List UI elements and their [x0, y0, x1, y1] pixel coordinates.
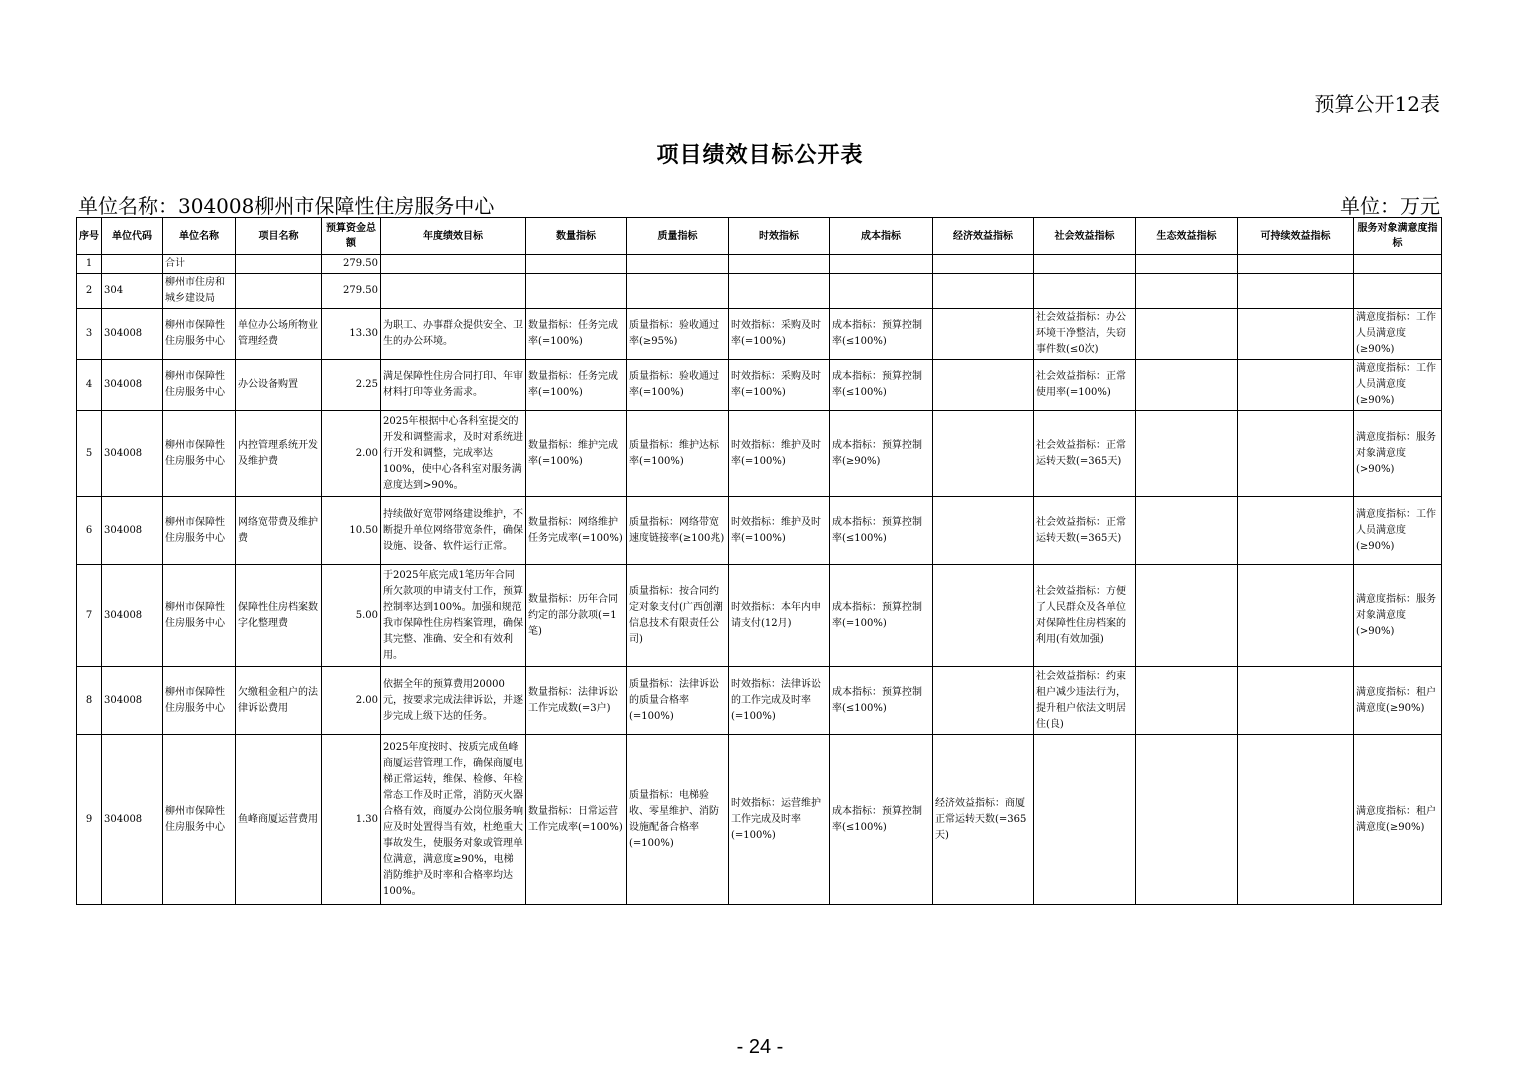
table-cell: 网络宽带费及维护费 [236, 497, 322, 565]
table-cell: 持续做好宽带网络建设维护，不断提升单位网络带宽条件，确保设施、设备、软件运行正常。 [381, 497, 526, 565]
table-cell: 2025年根据中心各科室提交的开发和调整需求，及时对系统进行开发和调整，完成率达100%，使中心各科室对服务满意度达到>90%。 [381, 411, 526, 497]
currency-unit: 单位：万元 [1340, 194, 1440, 218]
table-cell: 社会效益指标：正常使用率(=100%) [1034, 360, 1136, 411]
column-header: 数量指标 [526, 218, 627, 255]
table-cell [1238, 411, 1354, 497]
table-cell: 满意度指标：服务对象满意度(>90%) [1354, 565, 1442, 667]
table-cell [830, 274, 933, 309]
table-cell [933, 274, 1034, 309]
table-cell: 成本指标：预算控制率(≤100%) [830, 497, 933, 565]
table-cell [381, 255, 526, 274]
table-cell: 经济效益指标：商厦正常运转天数(=365天) [933, 735, 1034, 905]
table-cell: 成本指标：预算控制率(≤100%) [830, 667, 933, 735]
unit-name: 单位名称：304008柳州市保障性住房服务中心 [78, 194, 495, 218]
column-header: 质量指标 [627, 218, 729, 255]
table-cell: 数量指标：维护完成率(=100%) [526, 411, 627, 497]
table-cell: 数量指标：网络维护任务完成率(=100%) [526, 497, 627, 565]
table-cell: 满意度指标：服务对象满意度(>90%) [1354, 411, 1442, 497]
table-cell [1136, 274, 1238, 309]
table-cell: 柳州市住房和城乡建设局 [163, 274, 236, 309]
table-cell: 4 [77, 360, 102, 411]
table-cell: 柳州市保障性住房服务中心 [163, 360, 236, 411]
table-cell [933, 667, 1034, 735]
column-header: 服务对象满意度指标 [1354, 218, 1442, 255]
table-cell: 304008 [102, 497, 163, 565]
table-cell [1238, 735, 1354, 905]
table-cell: 5.00 [322, 565, 381, 667]
page-title: 项目绩效目标公开表 [656, 142, 864, 168]
table-cell: 成本指标：预算控制率(≤100%) [830, 309, 933, 360]
table-cell: 数量指标：日常运营工作完成率(=100%) [526, 735, 627, 905]
column-header: 项目名称 [236, 218, 322, 255]
table-cell: 合计 [163, 255, 236, 274]
table-cell [1136, 735, 1238, 905]
table-cell: 柳州市保障性住房服务中心 [163, 411, 236, 497]
table-row [77, 255, 1442, 274]
table-cell: 柳州市保障性住房服务中心 [163, 667, 236, 735]
table-cell: 质量指标：网络带宽速度链接率(≥100兆) [627, 497, 729, 565]
table-cell: 柳州市保障性住房服务中心 [163, 497, 236, 565]
table-cell: 质量指标：电梯验收、零星维护、消防设施配备合格率(=100%) [627, 735, 729, 905]
table-cell [1136, 497, 1238, 565]
table-row [77, 309, 1442, 360]
table-cell: 304008 [102, 360, 163, 411]
table-cell: 304008 [102, 565, 163, 667]
table-cell: 质量指标：按合同约定对象支付(广西创潮信息技术有限责任公司) [627, 565, 729, 667]
table-cell: 2025年度按时、按质完成鱼峰商厦运营管理工作，确保商厦电梯正常运转，维保、检修、年检常态工作及时正常，消防灭火器合格有效，商厦办公岗位服务响应及时处置得当有效，杜绝重大事故发生，使服务对象或管理单位满意，满意度≥90%，电梯消防维护及时率和合格率均达100%。 [381, 735, 526, 905]
table-cell: 单位办公场所物业管理经费 [236, 309, 322, 360]
table-cell [1238, 497, 1354, 565]
table-cell: 时效指标：法律诉讼的工作完成及时率(=100%) [729, 667, 830, 735]
table-row [77, 360, 1442, 411]
table-cell [1354, 255, 1442, 274]
table-row [77, 667, 1442, 735]
column-header: 成本指标 [830, 218, 933, 255]
table-cell: 数量指标：任务完成率(=100%) [526, 360, 627, 411]
table-cell: 柳州市保障性住房服务中心 [163, 309, 236, 360]
table-cell: 6 [77, 497, 102, 565]
table-cell [1136, 309, 1238, 360]
column-header: 年度绩效目标 [381, 218, 526, 255]
table-cell: 279.50 [322, 274, 381, 309]
table-cell: 满意度指标：租户满意度(≥90%) [1354, 735, 1442, 905]
column-header: 可持续效益指标 [1238, 218, 1354, 255]
table-cell [933, 255, 1034, 274]
table-cell: 304008 [102, 735, 163, 905]
table-cell [627, 255, 729, 274]
table-cell [1136, 360, 1238, 411]
table-cell: 304 [102, 274, 163, 309]
table-cell: 时效指标：运营维护工作完成及时率(=100%) [729, 735, 830, 905]
table-cell: 时效指标：维护及时率(=100%) [729, 497, 830, 565]
table-cell [933, 565, 1034, 667]
table-row [77, 735, 1442, 905]
table-cell [1238, 360, 1354, 411]
table-cell [236, 274, 322, 309]
table-cell: 3 [77, 309, 102, 360]
table-cell: 304008 [102, 667, 163, 735]
table-cell: 数量指标：任务完成率(=100%) [526, 309, 627, 360]
table-cell: 保障性住房档案数字化整理费 [236, 565, 322, 667]
table-cell: 1.30 [322, 735, 381, 905]
table-cell [1238, 274, 1354, 309]
table-cell: 社会效益指标：办公环境干净整洁，失窃事件数(≤0次) [1034, 309, 1136, 360]
table-cell: 时效指标：维护及时率(=100%) [729, 411, 830, 497]
column-header: 社会效益指标 [1034, 218, 1136, 255]
table-cell: 满意度指标：租户满意度(≥90%) [1354, 667, 1442, 735]
table-cell: 鱼峰商厦运营费用 [236, 735, 322, 905]
table-cell: 办公设备购置 [236, 360, 322, 411]
table-cell: 成本指标：预算控制率(≥90%) [830, 411, 933, 497]
table-cell: 为职工、办事群众提供安全、卫生的办公环境。 [381, 309, 526, 360]
table-cell: 9 [77, 735, 102, 905]
column-header: 生态效益指标 [1136, 218, 1238, 255]
table-cell [1136, 565, 1238, 667]
table-cell: 2 [77, 274, 102, 309]
table-cell [729, 255, 830, 274]
table-cell: 279.50 [322, 255, 381, 274]
table-cell [526, 255, 627, 274]
table-cell: 质量指标：法律诉讼的质量合格率(=100%) [627, 667, 729, 735]
table-cell [1136, 667, 1238, 735]
page-number: - 24 - [736, 1036, 784, 1058]
table-row [77, 565, 1442, 667]
table-cell [1034, 735, 1136, 905]
table-cell [102, 255, 163, 274]
table-cell [1238, 565, 1354, 667]
table-cell [236, 255, 322, 274]
table-cell: 数量指标：法律诉讼工作完成数(=3户) [526, 667, 627, 735]
table-cell [1136, 255, 1238, 274]
table-cell [729, 274, 830, 309]
table-cell: 内控管理系统开发及维护费 [236, 411, 322, 497]
table-cell [1354, 274, 1442, 309]
table-cell: 1 [77, 255, 102, 274]
table-row [77, 274, 1442, 309]
table-cell [933, 309, 1034, 360]
table-cell: 2.25 [322, 360, 381, 411]
column-header: 序号 [77, 218, 102, 255]
table-cell: 柳州市保障性住房服务中心 [163, 735, 236, 905]
table-cell: 成本指标：预算控制率(=100%) [830, 565, 933, 667]
table-cell: 质量指标：维护达标率(=100%) [627, 411, 729, 497]
table-cell: 满意度指标：工作人员满意度(≥90%) [1354, 309, 1442, 360]
table-cell: 依据全年的预算费用20000元，按要求完成法律诉讼，并逐步完成上级下达的任务。 [381, 667, 526, 735]
table-cell: 满意度指标：工作人员满意度(≥90%) [1354, 497, 1442, 565]
table-cell [933, 497, 1034, 565]
table-cell [1238, 309, 1354, 360]
table-header-row [77, 218, 1442, 255]
table-cell [526, 274, 627, 309]
table-cell [627, 274, 729, 309]
table-cell [933, 411, 1034, 497]
table-cell: 2.00 [322, 411, 381, 497]
table-cell: 成本指标：预算控制率(≤100%) [830, 735, 933, 905]
column-header: 单位名称 [163, 218, 236, 255]
table-cell [1136, 411, 1238, 497]
table-cell [1238, 255, 1354, 274]
table-cell: 质量指标：验收通过率(≥95%) [627, 309, 729, 360]
table-cell: 社会效益指标：正常运转天数(=365天) [1034, 411, 1136, 497]
table-cell: 304008 [102, 309, 163, 360]
table-cell [933, 360, 1034, 411]
table-cell: 2.00 [322, 667, 381, 735]
table-cell [1238, 667, 1354, 735]
table-cell: 时效指标：采购及时率(=100%) [729, 309, 830, 360]
table-cell: 满意度指标：工作人员满意度(≥90%) [1354, 360, 1442, 411]
form-number: 预算公开12表 [1314, 92, 1440, 116]
table-cell: 社会效益指标：正常运转天数(=365天) [1034, 497, 1136, 565]
table-cell: 满足保障性住房合同打印、年审材料打印等业务需求。 [381, 360, 526, 411]
table-body [77, 255, 1442, 905]
table-cell: 社会效益指标：约束租户减少违法行为，提升租户依法文明居住(良) [1034, 667, 1136, 735]
column-header: 预算资金总额 [322, 218, 381, 255]
table-cell: 时效指标：本年内申请支付(12月) [729, 565, 830, 667]
column-header: 经济效益指标 [933, 218, 1034, 255]
table-row [77, 411, 1442, 497]
table-cell: 10.50 [322, 497, 381, 565]
performance-table [76, 217, 1442, 905]
table-cell: 5 [77, 411, 102, 497]
table-cell [381, 274, 526, 309]
table-cell: 社会效益指标：方便了人民群众及各单位对保障性住房档案的利用(有效加强) [1034, 565, 1136, 667]
table-cell: 7 [77, 565, 102, 667]
table-cell: 13.30 [322, 309, 381, 360]
table-row [77, 497, 1442, 565]
table-cell: 8 [77, 667, 102, 735]
table-cell: 成本指标：预算控制率(≤100%) [830, 360, 933, 411]
table-cell: 于2025年底完成1笔历年合同所欠款项的申请支付工作，预算控制率达到100%。加强和规范我市保障性住房档案管理，确保其完整、准确、安全和有效利用。 [381, 565, 526, 667]
table-cell: 304008 [102, 411, 163, 497]
table-cell: 柳州市保障性住房服务中心 [163, 565, 236, 667]
column-header: 单位代码 [102, 218, 163, 255]
table-cell: 时效指标：采购及时率(=100%) [729, 360, 830, 411]
table-cell: 数量指标：历年合同约定的部分款项(=1笔) [526, 565, 627, 667]
column-header: 时效指标 [729, 218, 830, 255]
table-cell [1034, 274, 1136, 309]
table-cell: 质量指标：验收通过率(=100%) [627, 360, 729, 411]
table-cell [830, 255, 933, 274]
table-cell [1034, 255, 1136, 274]
table-cell: 欠缴租金租户的法律诉讼费用 [236, 667, 322, 735]
